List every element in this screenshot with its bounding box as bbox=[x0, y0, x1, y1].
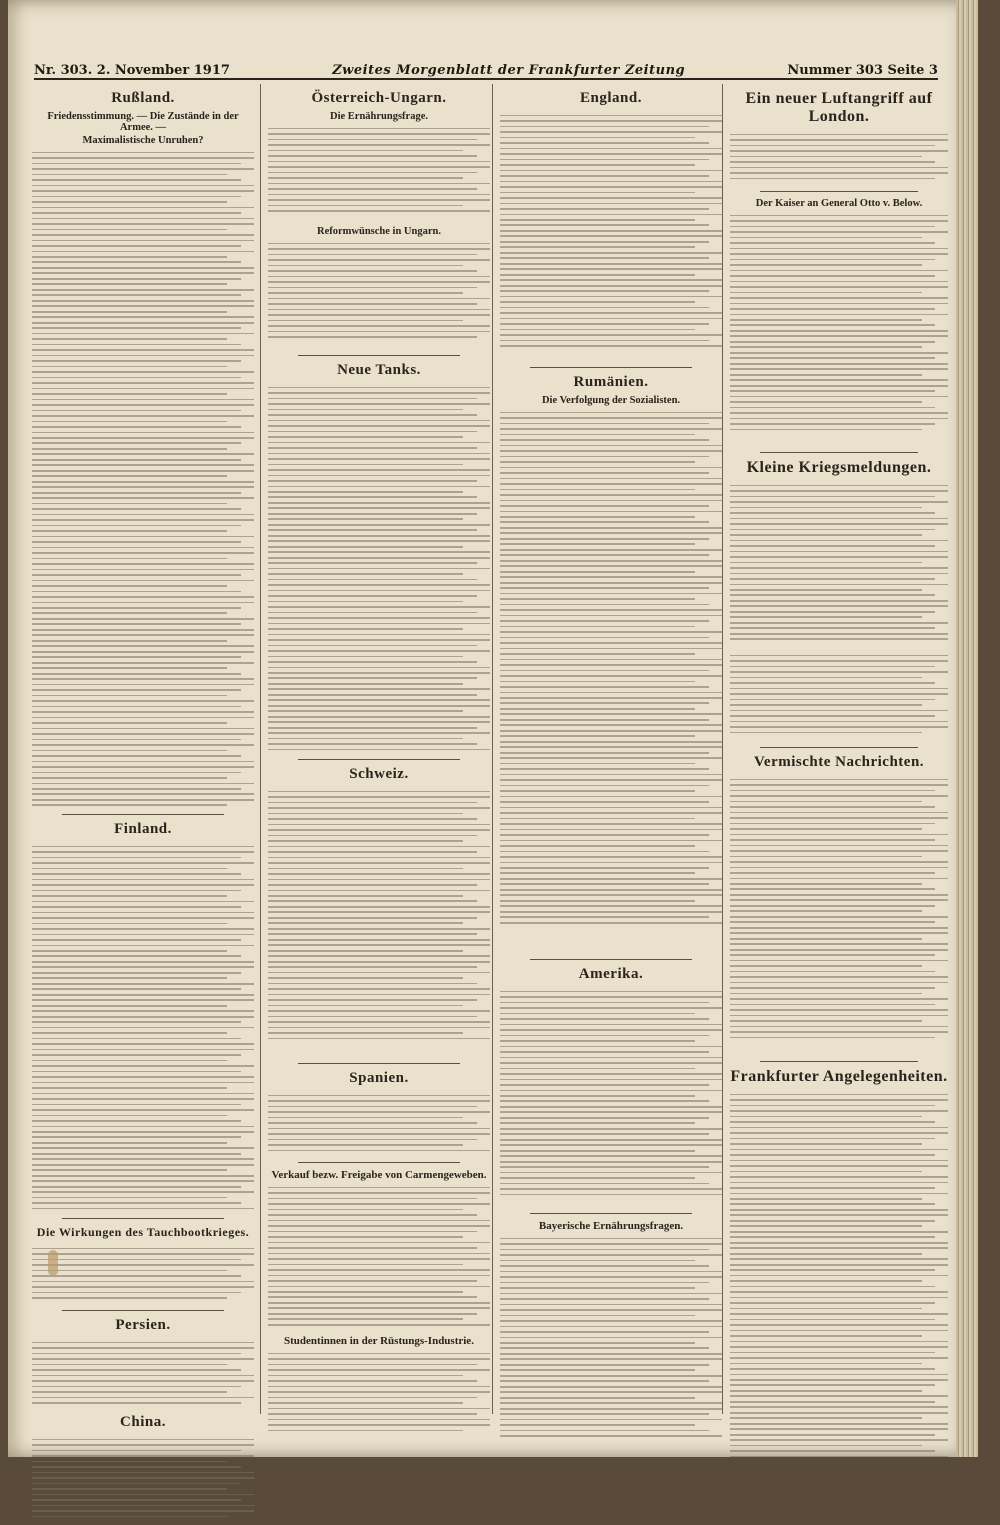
article-text bbox=[730, 1090, 948, 1480]
article-text bbox=[32, 1435, 254, 1525]
section-title: Österreich-Ungarn. bbox=[311, 90, 447, 106]
section-title: Amerika. bbox=[578, 966, 644, 982]
divider bbox=[298, 759, 460, 760]
section-title: Der Kaiser an General Otto v. Below. bbox=[755, 198, 923, 209]
article-text bbox=[500, 987, 722, 1207]
section-subtitle: Friedensstimmung. — Die Zustände in der Armee. — bbox=[47, 111, 239, 133]
section-title: Kleine Kriegsmeldungen. bbox=[746, 459, 932, 476]
section-subtitle: Die Ernährungsfrage. bbox=[330, 111, 428, 122]
column-2 bbox=[268, 84, 490, 1439]
article-text bbox=[268, 124, 490, 224]
article-text bbox=[268, 787, 490, 1057]
section-title: Die Wirkungen des Tauchbootkrieges. bbox=[36, 1225, 250, 1239]
header-date: Nr. 303. 2. November 1917 bbox=[34, 63, 230, 78]
article-text bbox=[730, 481, 948, 651]
section-title: Verkauf bezw. Freigabe von Carmengeweben. bbox=[271, 1169, 487, 1181]
column-3 bbox=[500, 84, 722, 1449]
section-subtitle: Die Verfolgung der Sozialisten. bbox=[541, 395, 681, 406]
divider bbox=[62, 814, 224, 815]
section-title: China. bbox=[120, 1414, 166, 1430]
article-text bbox=[32, 842, 254, 1212]
section-title: Schweiz. bbox=[349, 766, 409, 782]
column-rule bbox=[260, 84, 261, 1414]
paper-stain bbox=[48, 1250, 58, 1276]
article-text bbox=[730, 211, 948, 446]
article-text bbox=[268, 1183, 490, 1333]
section-subtitle: Maximalistische Unruhen? bbox=[82, 135, 204, 146]
article-text bbox=[500, 1234, 722, 1449]
article-text bbox=[730, 130, 948, 185]
article-text bbox=[730, 651, 948, 741]
article-text bbox=[730, 775, 948, 1055]
section-subtitle: Reformwünsche in Ungarn. bbox=[317, 226, 441, 237]
section-title: Rumänien. bbox=[573, 374, 649, 390]
section-title: Frankfurter Angelegenheiten. bbox=[730, 1068, 948, 1085]
section-title: Vermischte Nachrichten. bbox=[753, 754, 925, 770]
divider bbox=[530, 959, 692, 960]
section-title: Spanien. bbox=[349, 1070, 409, 1086]
header-page-number: Nummer 303 Seite 3 bbox=[787, 63, 938, 78]
divider bbox=[530, 367, 692, 368]
article-text bbox=[32, 148, 254, 808]
page-header bbox=[34, 56, 938, 80]
section-title: Finland. bbox=[114, 821, 172, 837]
article-text bbox=[268, 383, 490, 753]
divider bbox=[62, 1218, 224, 1219]
article-text bbox=[500, 408, 722, 953]
article-text bbox=[268, 239, 490, 349]
divider bbox=[298, 1063, 460, 1064]
section-title: Rußland. bbox=[111, 90, 175, 106]
section-title: Persien. bbox=[115, 1317, 171, 1333]
section-title: Ein neuer Luftangriff auf London. bbox=[745, 90, 933, 125]
column-1 bbox=[32, 84, 254, 1525]
section-title: England. bbox=[580, 90, 642, 106]
section-title: Neue Tanks. bbox=[337, 362, 421, 378]
page-stack-edge bbox=[956, 0, 978, 1457]
article-text bbox=[500, 111, 722, 361]
divider bbox=[760, 747, 918, 748]
header-masthead: Zweites Morgenblatt der Frankfurter Zeitung bbox=[332, 63, 686, 78]
divider bbox=[760, 452, 918, 453]
article-text bbox=[268, 1091, 490, 1156]
divider bbox=[760, 191, 918, 192]
section-title: Studentinnen in der Rüstungs-Industrie. bbox=[284, 1335, 474, 1347]
divider bbox=[760, 1061, 918, 1062]
divider bbox=[298, 1162, 460, 1163]
column-rule bbox=[722, 84, 723, 1414]
section-title: Bayerische Ernährungsfragen. bbox=[538, 1220, 684, 1232]
divider bbox=[62, 1310, 224, 1311]
divider bbox=[298, 355, 460, 356]
column-4 bbox=[730, 84, 948, 1480]
divider bbox=[530, 1213, 692, 1214]
column-rule bbox=[492, 84, 493, 1414]
article-text bbox=[32, 1338, 254, 1408]
article-text bbox=[268, 1349, 490, 1439]
newspaper-page bbox=[8, 0, 978, 1457]
article-text bbox=[32, 1244, 254, 1304]
